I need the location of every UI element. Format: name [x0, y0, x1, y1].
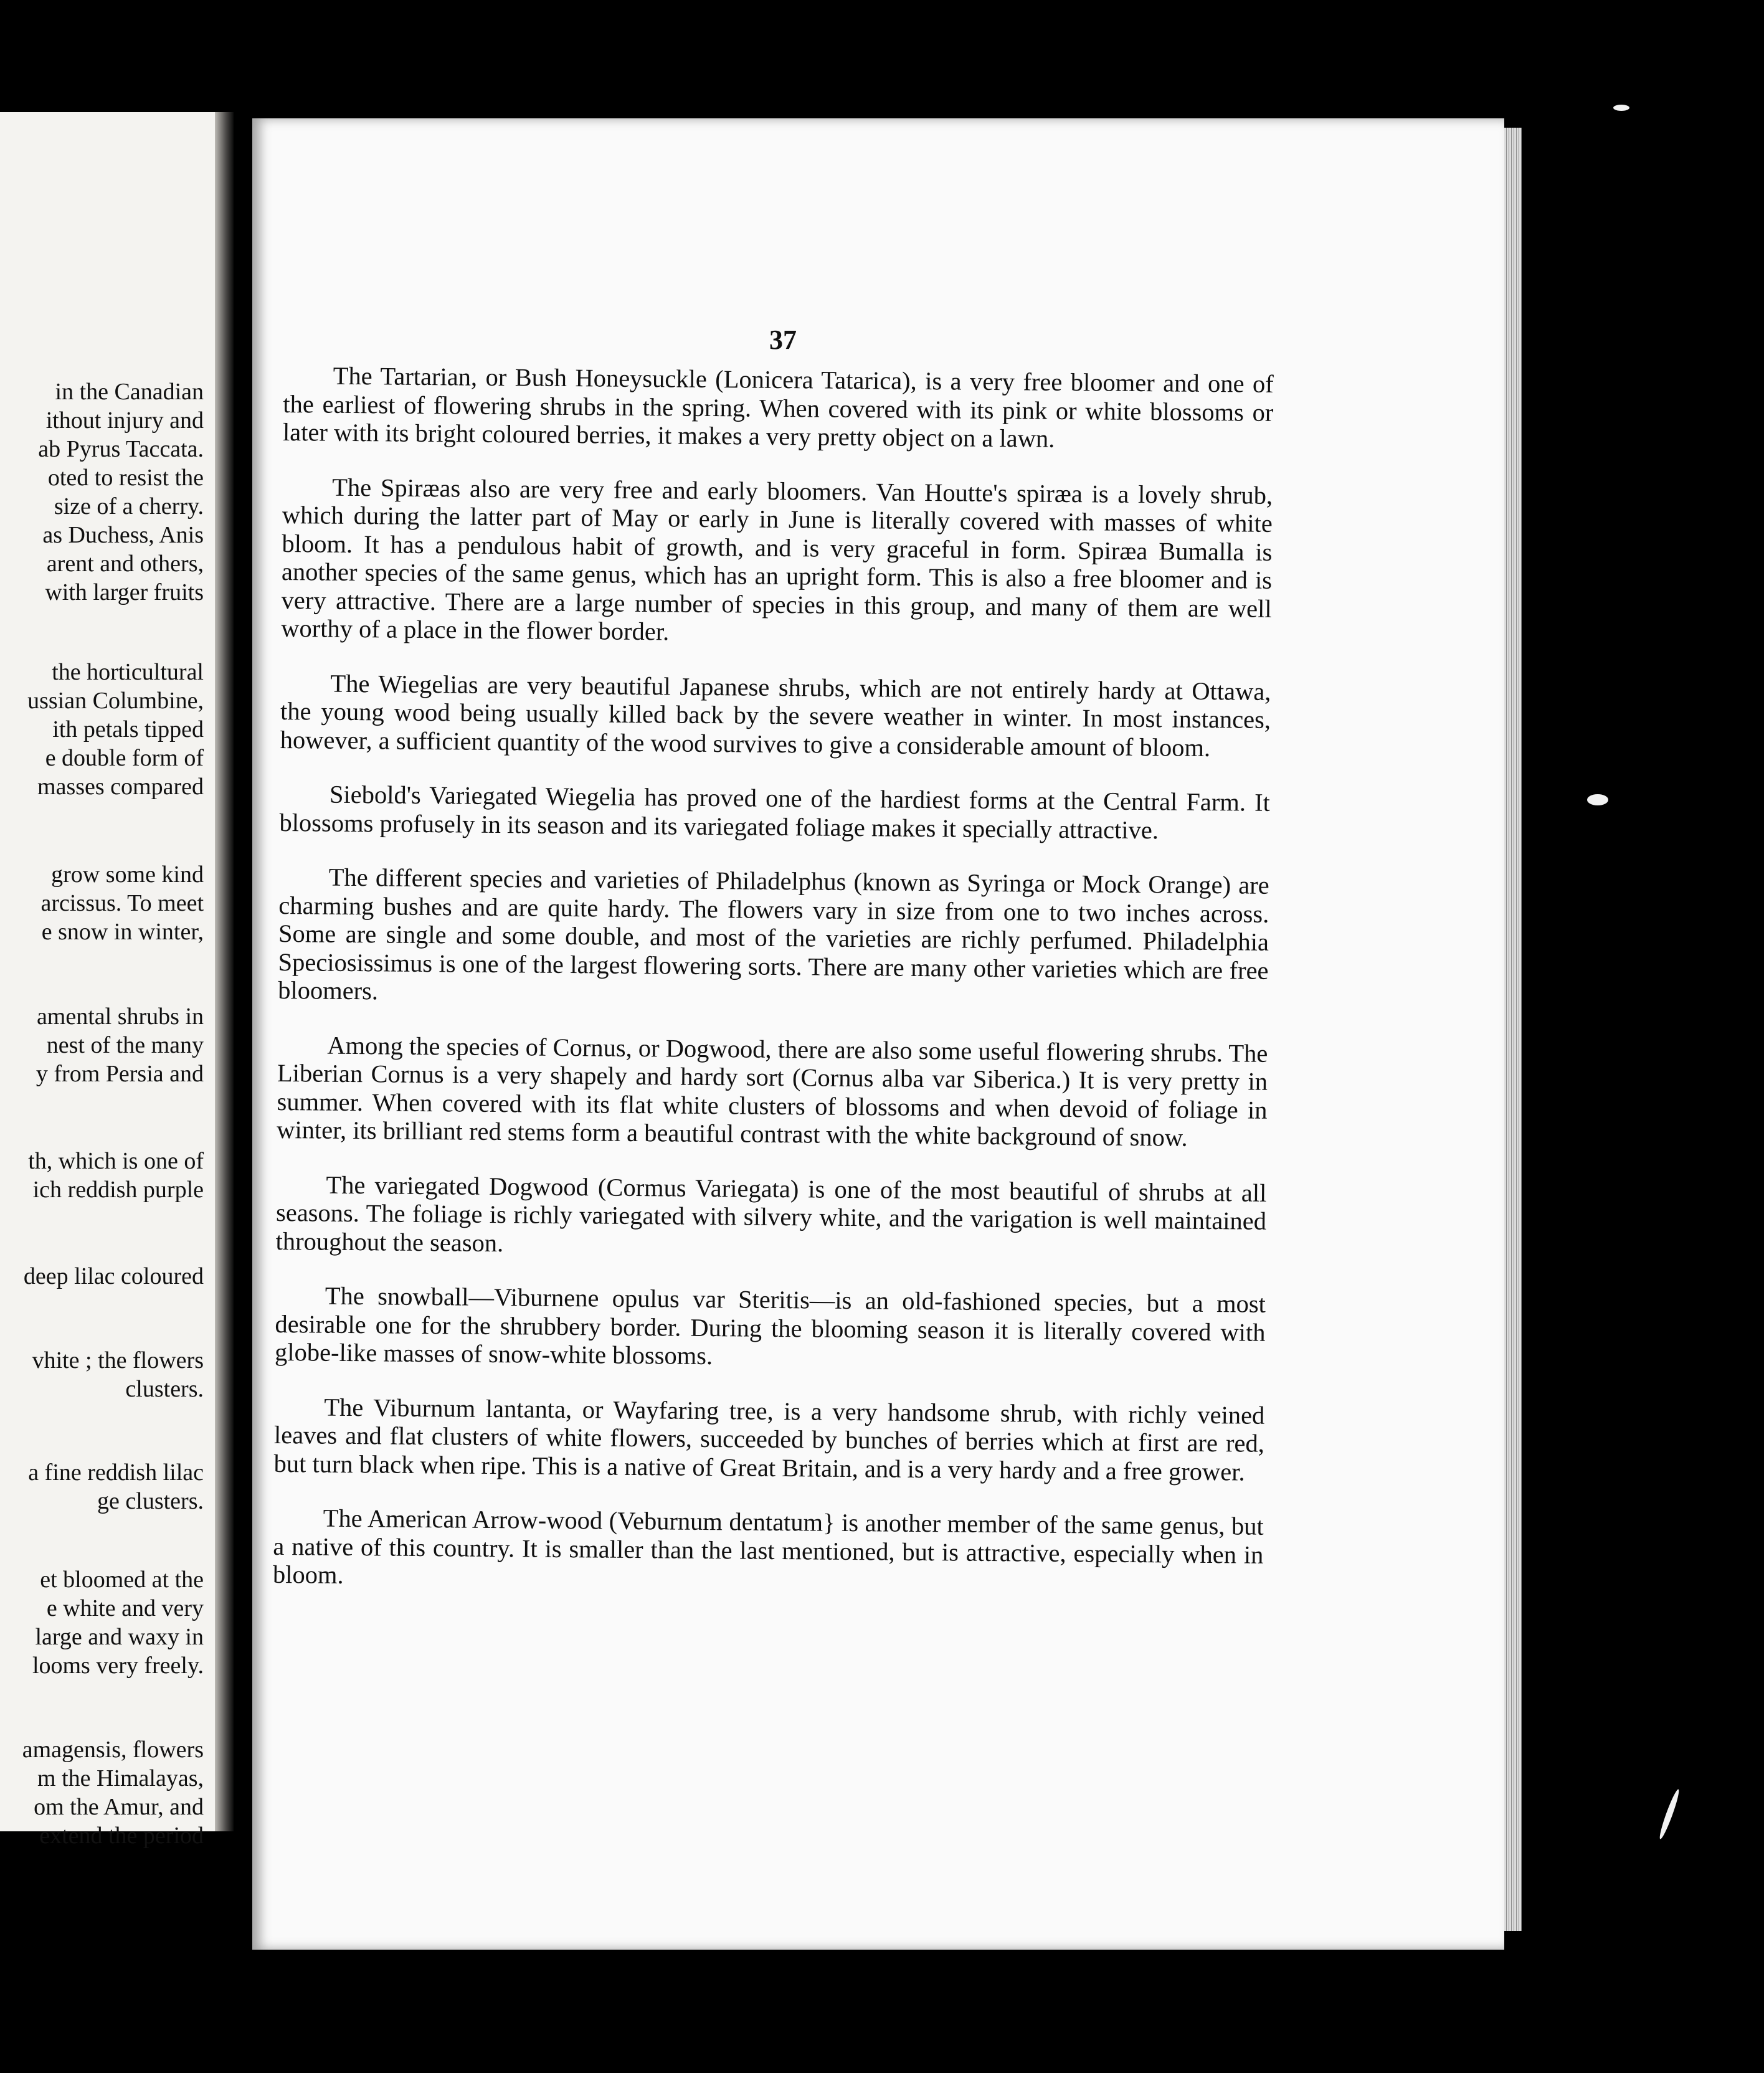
- left-line: e double form of: [45, 745, 204, 771]
- left-line: grow some kind: [51, 861, 204, 888]
- left-line: ab Pyrus Taccata.: [38, 436, 204, 462]
- left-line: y from Persia and: [36, 1061, 204, 1087]
- left-line: m the Himalayas,: [37, 1765, 204, 1791]
- page-body: [272, 361, 1274, 1623]
- left-line: a fine reddish lilac: [28, 1459, 204, 1486]
- left-line: size of a cherry.: [54, 493, 204, 519]
- left-line: th, which is one of: [28, 1148, 204, 1174]
- left-line: in the Canadian: [55, 379, 204, 405]
- left-line: as Duchess, Anis: [42, 522, 204, 548]
- left-line: arent and others,: [46, 551, 204, 577]
- left-line: vhite ; the flowers: [32, 1347, 204, 1373]
- left-line: extend the period: [39, 1823, 204, 1849]
- left-line: om the Amur, and: [34, 1794, 204, 1820]
- paragraph-honeysuckle: The Tartarian, or Bush Honeysuckle (Lonicera Tatarica), is a very free bloomer and one of the earliest of flowering shrubs in the spring. When covered with its pink or white blossoms or later with its bright coloured berries, it makes a very pretty object on a lawn.: [282, 361, 1274, 453]
- paragraph-wiegelias: The Wiegelias are very beautiful Japanese shrubs, which are not entirely hardy at Ottawa, the young wood being usually killed back by the severe weather in winter. In most instances, however, a sufficient quantity of the wood survives to give a considerable amount of bloom.: [280, 669, 1271, 762]
- left-line: the horticultural: [52, 659, 204, 685]
- paragraph-cornus: Among the species of Cornus, or Dogwood, there are also some useful flowering shrubs. The Liberian Cornus is a very shapely and hardy sort (Cornus alba var Siberica.) It is very pretty in summer. When covered with its flat white clusters of blossoms and when devoid of foliage in winter, its brilliant red stems form a beautiful contrast with the white background of snow.: [277, 1031, 1268, 1152]
- paragraph-siebold-wiegelia: Siebold's Variegated Wiegelia has proved one of the hardiest forms at the Central Farm. It blossoms profusely in its season and its variegated foliage makes it specially attractive.: [279, 780, 1271, 844]
- left-line: looms very freely.: [32, 1653, 204, 1679]
- left-line: e snow in winter,: [41, 919, 204, 945]
- left-line: nest of the many: [46, 1032, 204, 1058]
- left-line: with larger fruits: [45, 579, 204, 605]
- paragraph-variegated-dogwood: The variegated Dogwood (Cormus Variegata) is one of the most beautiful of shrubs at all seasons. The foliage is richly variegated with silvery white, and the varigation is well maintained throughout the season.: [275, 1170, 1267, 1257]
- left-line: amental shrubs in: [36, 1003, 204, 1030]
- left-line: masses compared: [37, 774, 204, 800]
- scan-speck: [1613, 105, 1629, 111]
- scan-speck: [1587, 794, 1608, 805]
- paragraph-spiraeas: The Spiræas also are very free and early bloomers. Van Houtte's spiræa is a lovely shrub, which during the latter part of May or early in June is literally covered with masses of white bloom. It has a pendulous habit of growth, and is very graceful in form. Spiræa Bumalla is another species of the same genus, which has an upright form. This is also a free bloomer and is very attractive. There are a large number of species in this group, and many of them are well worthy of a place in the flower border.: [281, 473, 1273, 646]
- left-line: ussian Columbine,: [27, 688, 204, 714]
- left-line: clusters.: [125, 1376, 204, 1402]
- left-line: amagensis, flowers: [22, 1737, 204, 1763]
- paragraph-philadelphus: The different species and varieties of Philadelphus (known as Syringa or Mock Orange) are charming bushes and are quite hardy. The flowers vary in size from one to two inches across. Some are single and some double, and most of the varieties are richly perfumed. Philadelphia Speciosissimus is one of the largest flowering sorts. There are many other varieties which are free bloomers.: [277, 863, 1269, 1005]
- paragraph-viburnum-lantanta: The Viburnum lantanta, or Wayfaring tree, is a very handsome shrub, with richly veined leaves and flat clusters of white flowers, succeeded by bunches of berries which at first are red, but turn black when ripe. This is a native of Great Britain, and is a very hardy and a free grower.: [273, 1393, 1265, 1486]
- page-number: 37: [769, 325, 797, 355]
- left-line: ith petals tipped: [52, 716, 204, 742]
- left-line: arcissus. To meet: [40, 890, 204, 916]
- left-line: ich reddish purple: [32, 1177, 204, 1203]
- left-line: oted to resist the: [47, 465, 204, 491]
- left-line: ge clusters.: [97, 1488, 204, 1514]
- left-line: ithout injury and: [45, 407, 204, 434]
- left-line: large and waxy in: [35, 1624, 204, 1650]
- left-line: et bloomed at the: [40, 1567, 204, 1593]
- scan-speck: [1657, 1788, 1681, 1840]
- left-line: deep lilac coloured: [23, 1263, 204, 1289]
- page-stack-edge: [1504, 128, 1522, 1931]
- book-gutter: [215, 112, 234, 1831]
- previous-page-fragment: [0, 112, 215, 1849]
- paragraph-snowball: The snowball—Viburnene opulus var Steritis—is an old-fashioned species, but a most desirable one for the shrubbery border. During the blooming season it is literally covered with globe-like masses of snow-white blossoms.: [274, 1281, 1266, 1370]
- paragraph-arrow-wood: The American Arrow-wood (Veburnum dentatum} is another member of the same genus, but a native of this country. It is smaller than the last mentioned, but is attractive, especially when in bloom.: [272, 1504, 1264, 1589]
- left-line: e white and very: [46, 1595, 204, 1621]
